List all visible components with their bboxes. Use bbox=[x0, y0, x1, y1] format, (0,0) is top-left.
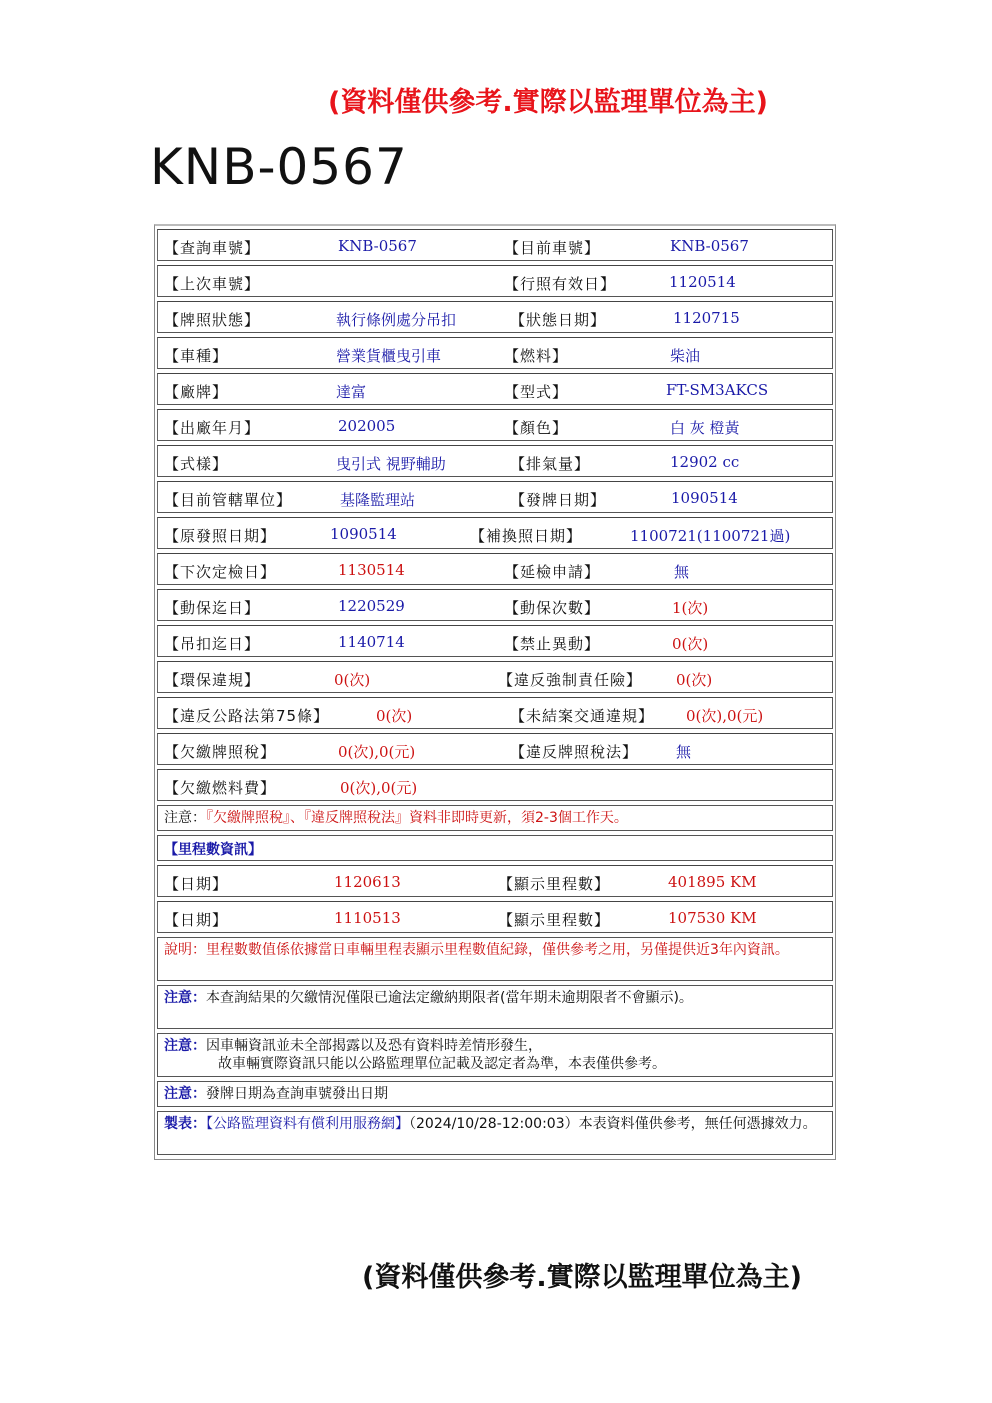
field-label: 【違反公路法第75條】 bbox=[164, 707, 330, 725]
field-value: 1110513 bbox=[334, 909, 401, 927]
field-label: 【式樣】 bbox=[164, 455, 229, 473]
row-suspension bbox=[157, 625, 833, 657]
field-label: 【目前管轄單位】 bbox=[164, 491, 293, 509]
field-value: FT-SM3AKCS bbox=[666, 381, 769, 399]
field-label: 【出廠年月】 bbox=[164, 419, 261, 437]
field-label: 【日期】 bbox=[164, 911, 229, 929]
row-brand bbox=[157, 373, 833, 405]
field-value: 白 灰 橙黃 bbox=[670, 419, 740, 437]
info-disclosure-note bbox=[157, 1033, 833, 1077]
row-manufacture bbox=[157, 409, 833, 441]
row-mileage bbox=[157, 865, 833, 897]
row-jurisdiction bbox=[157, 481, 833, 513]
service-link[interactable]: 【公路監理資料有償利用服務網】 bbox=[206, 1116, 409, 1132]
field-value: 曳引式 視野輔助 bbox=[336, 455, 446, 473]
field-value: 1100721(1100721過) bbox=[630, 527, 791, 545]
field-label: 【吊扣迄日】 bbox=[164, 635, 261, 653]
field-label: 【狀態日期】 bbox=[510, 311, 607, 329]
field-label: 【牌照狀態】 bbox=[164, 311, 261, 329]
field-value: 0(次),0(元) bbox=[338, 743, 416, 761]
field-value: 12902 cc bbox=[670, 453, 740, 471]
field-value: 柴油 bbox=[670, 347, 701, 365]
note-text: 發牌日期為查詢車號發出日期 bbox=[206, 1086, 388, 1102]
field-label: 【行照有效日】 bbox=[504, 275, 617, 293]
field-label: 【發牌日期】 bbox=[510, 491, 607, 509]
field-label: 【未結案交通違規】 bbox=[510, 707, 655, 725]
field-value: 0(次) bbox=[676, 671, 713, 689]
row-lien bbox=[157, 589, 833, 621]
row-style bbox=[157, 445, 833, 477]
field-label: 【燃料】 bbox=[504, 347, 569, 365]
field-label: 【型式】 bbox=[504, 383, 569, 401]
field-value: 達富 bbox=[336, 383, 367, 401]
row-previous-plate bbox=[157, 265, 833, 297]
field-label: 【查詢車號】 bbox=[164, 239, 261, 257]
row-plate-status bbox=[157, 301, 833, 333]
field-value: 0(次),0(元) bbox=[340, 779, 418, 797]
field-label: 【日期】 bbox=[164, 875, 229, 893]
field-label: 【欠繳燃料費】 bbox=[164, 779, 277, 797]
field-value: 401895 KM bbox=[668, 873, 757, 891]
field-value: KNB-0567 bbox=[670, 237, 749, 255]
note-tag: 注意： bbox=[164, 1086, 206, 1102]
field-label: 【下次定檢日】 bbox=[164, 563, 277, 581]
note-tag: 注意： bbox=[164, 1038, 206, 1054]
field-label: 【目前車號】 bbox=[504, 239, 601, 257]
field-label: 【上次車號】 bbox=[164, 275, 261, 293]
field-value: 107530 KM bbox=[668, 909, 757, 927]
field-label: 【違反強制責任險】 bbox=[498, 671, 643, 689]
field-label: 【顯示里程數】 bbox=[498, 911, 611, 929]
field-value: 1090514 bbox=[330, 525, 397, 543]
field-value: 1130514 bbox=[338, 561, 405, 579]
field-value: 1120514 bbox=[669, 273, 736, 291]
note-tag: 注意： bbox=[164, 990, 206, 1006]
field-value: 基隆監理站 bbox=[340, 491, 416, 509]
field-value: 營業貨櫃曳引車 bbox=[336, 347, 442, 365]
row-original-license bbox=[157, 517, 833, 549]
source-note bbox=[157, 1111, 833, 1155]
field-label: 【顯示里程數】 bbox=[498, 875, 611, 893]
field-label: 【違反牌照稅法】 bbox=[510, 743, 639, 761]
field-value: 1140714 bbox=[338, 633, 405, 651]
field-label: 【排氣量】 bbox=[510, 455, 591, 473]
field-value: KNB-0567 bbox=[338, 237, 417, 255]
field-value: 0(次) bbox=[376, 707, 413, 725]
tax-note bbox=[157, 805, 833, 831]
mileage-explanation: 說明：里程數數值係依據當日車輛里程表顯示里程數值紀錄，僅供參考之用，另僅提供近3年內資訊。 bbox=[157, 937, 833, 981]
field-label: 【車種】 bbox=[164, 347, 229, 365]
field-value: 無 bbox=[676, 743, 692, 761]
note-text: （2024/10/28-12:00:03）本表資料僅供參考，無任何憑據效力。 bbox=[409, 1116, 817, 1132]
field-value: 1090514 bbox=[671, 489, 738, 507]
row-fuel-fee bbox=[157, 769, 833, 801]
row-query-plate bbox=[157, 229, 833, 261]
top-disclaimer: (資料僅供參考.實際以監理單位為主) bbox=[328, 87, 768, 118]
field-value: 執行條例處分吊扣 bbox=[336, 311, 457, 329]
row-highway-law bbox=[157, 697, 833, 729]
issue-date-note bbox=[157, 1081, 833, 1107]
note-text: 因車輛資訊並未全部揭露以及恐有資料時差情形發生， bbox=[206, 1038, 542, 1054]
note-text: 本查詢結果的欠繳情況僅限已逾法定繳納期限者(當年期未逾期限者不會顯示)。 bbox=[206, 990, 693, 1006]
field-label: 【補換照日期】 bbox=[470, 527, 583, 545]
note-tag: 注意： bbox=[164, 810, 206, 826]
field-label: 【動保次數】 bbox=[504, 599, 601, 617]
note-tag: 製表： bbox=[164, 1116, 206, 1132]
note-text: 故車輛實際資訊只能以公路監理單位記載及認定者為準，本表僅供參考。 bbox=[218, 1056, 666, 1072]
field-label: 【欠繳牌照稅】 bbox=[164, 743, 277, 761]
row-vehicle-type bbox=[157, 337, 833, 369]
arrears-note bbox=[157, 985, 833, 1029]
bottom-disclaimer: (資料僅供參考.實際以監理單位為主) bbox=[362, 1262, 802, 1293]
field-label: 【禁止異動】 bbox=[504, 635, 601, 653]
row-mileage bbox=[157, 901, 833, 933]
field-label: 【顏色】 bbox=[504, 419, 569, 437]
field-value: 1120715 bbox=[673, 309, 740, 327]
field-value: 1(次) bbox=[672, 599, 709, 617]
row-license-tax bbox=[157, 733, 833, 765]
mileage-section-header: 【里程數資訊】 bbox=[157, 835, 833, 861]
field-label: 【廠牌】 bbox=[164, 383, 229, 401]
field-value: 1220529 bbox=[338, 597, 405, 615]
field-value: 1120613 bbox=[334, 873, 401, 891]
note-text: 『欠繳牌照稅』、『違反牌照稅法』資料非即時更新，須2-3個工作天。 bbox=[206, 810, 628, 826]
field-value: 無 bbox=[674, 563, 690, 581]
field-value: 0(次) bbox=[334, 671, 371, 689]
field-label: 【環保違規】 bbox=[164, 671, 261, 689]
field-value: 202005 bbox=[338, 417, 396, 435]
field-label: 【原發照日期】 bbox=[164, 527, 277, 545]
row-environment bbox=[157, 661, 833, 693]
vehicle-report-table bbox=[154, 224, 836, 1160]
field-label: 【延檢申請】 bbox=[504, 563, 601, 581]
page-title: KNB-0567 bbox=[150, 138, 408, 196]
field-value: 0(次),0(元) bbox=[686, 707, 764, 725]
field-label: 【動保迄日】 bbox=[164, 599, 261, 617]
row-inspection bbox=[157, 553, 833, 585]
field-value: 0(次) bbox=[672, 635, 709, 653]
